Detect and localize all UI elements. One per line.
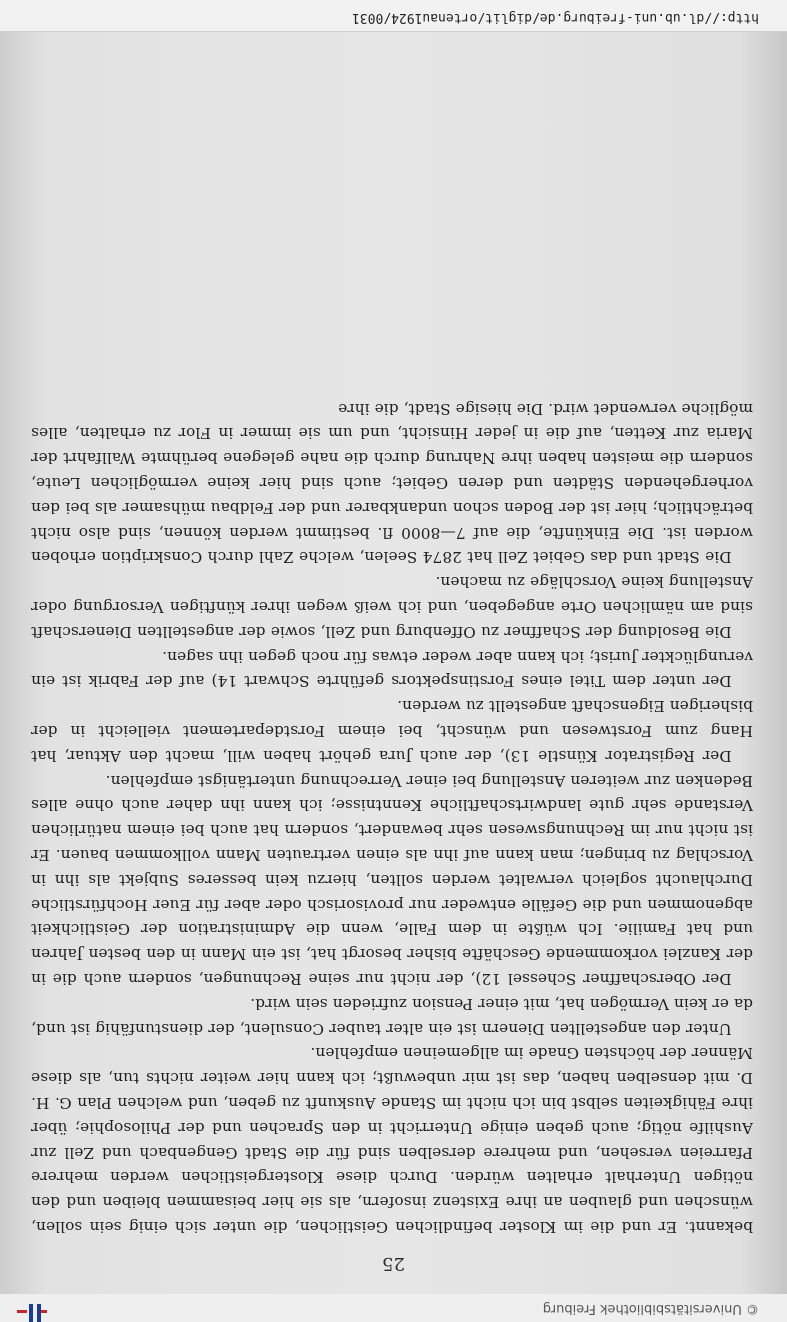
paragraph: Die Stadt und das Gebiet Zell hat 2874 Seelen, welche Zahl durch Conskription erhoben worden ist. Die Einkünfte, die auf 7—8000 fl. bestimmt werden können, sind also nicht beträchtlich; hier ist der Boden schon undankbarer und der Feldbau mühsamer als bei den vorhergehenden Städten und deren Gebiet; auch sind hier keine vermöglichen Leute, sondern die meisten haben ihre Nahrung durch die nahe gelegene berühmte Wallfahrt der Maria zur Ketten, auf die in jeder Hinsicht, und um sie immer in Flor zu erhalten, alles mögliche verwendet wird. Die hiesige Stadt, die ihre — [31, 399, 753, 567]
viewer-footer — [0, 0, 787, 32]
paragraph: Der unter dem Titel eines Forstinspektors geführte Schwart 14) auf der Fabrik ist ein verunglückter Jurist; ich kann aber weder etwas für noch gegen ihn sagen. — [31, 647, 753, 691]
paragraph: Unter den angestellten Dienern ist ein alter tauber Consulent, der dienstunfähig ist und, da er kein Vermögen hat, mit einer Pension zufrieden sein wird. — [31, 994, 753, 1038]
page-body-text — [31, 396, 753, 1239]
paragraph: Die Besoldung der Schaffner zu Offenburg und Zell, sowie der angestellten Dienerschaft sind am nämlichen Orte angegeben, und ich weiß wegen ihrer künftigen Versorgung oder Anstellung keine Vorschläge zu machen. — [31, 573, 753, 641]
university-logo-icon — [13, 1296, 47, 1322]
page-url-link[interactable]: http://dl.ub.uni-freiburg.de/diglit/ortenau1924/0031 — [352, 10, 759, 25]
viewer-header — [0, 1293, 787, 1322]
page-number: 25 — [382, 1253, 405, 1274]
paragraph: Der Oberschaffner Schessel 12), der nicht nur seine Rechnungen, sondern auch die in der Kanzlei vorkommende Geschäfte bisher besorgt hat, ist ein Mann in den besten Jahren und hat Familie. Ich wüßte in dem Falle, wenn die Administration der Geistlichkeit abgenommen und die Gefälle entweder nur provisorisch oder aber für Euer Hochfürstliche Durchlaucht sogleich verwaltet werden sollten, hierzu kein besseres Subjekt als ihn in Vorschlag zu bringen; man kann auf ihn als einen vertrauten Mann vollkommen bauen. Er ist nicht nur im Rechnungswesen sehr bewandert, sondern hat auch bei einem natürlichen Verstande sehr gute landwirtschaftliche Kenntnisse; ich kann ihn daher auch ohne alles Bedenken zur weiteren Anstellung bei einer Verrechnung untertänigst empfehlen. — [31, 771, 753, 989]
paragraph: Der Registrator Künstle 13), der auch Jura gehört haben will, macht den Aktuar, hat Hang zum Forstwesen und wünscht, bei einem Forstdepartement vielleicht in der bisherigen Eigenschaft angestellt zu werden. — [31, 697, 753, 765]
copyright-credit: © Universitätsbibliothek Freiburg — [542, 1301, 759, 1316]
book-page — [0, 32, 787, 1294]
paragraph: bekannt. Er und die im Kloster befindlichen Geistlichen, die unter sich einig sein sollen, wünschen und glauben an ihre Existenz insofern, als sie hier beisammen bleiben und den nötigen Unterhalt erhalten würden. Durch diese Klostergeistlichen werden mehrere Pfarreien versehen, und mehrere derselben sind für die Stadt Gengenbach und Zell zur Aushilfe nötig; auch geben einige Unterricht in den Sprachen und der Philosophie; über ihre Fähigkeiten selbst bin ich nicht im Stande Auskunft zu geben, und welchen Plan G. H. D. mit denselben haben, das ist mir unbewußt; ich kann hier weiter nichts tun, als diese Männer der höchsten Gnade im allgemeinen empfehlen. — [31, 1044, 753, 1236]
